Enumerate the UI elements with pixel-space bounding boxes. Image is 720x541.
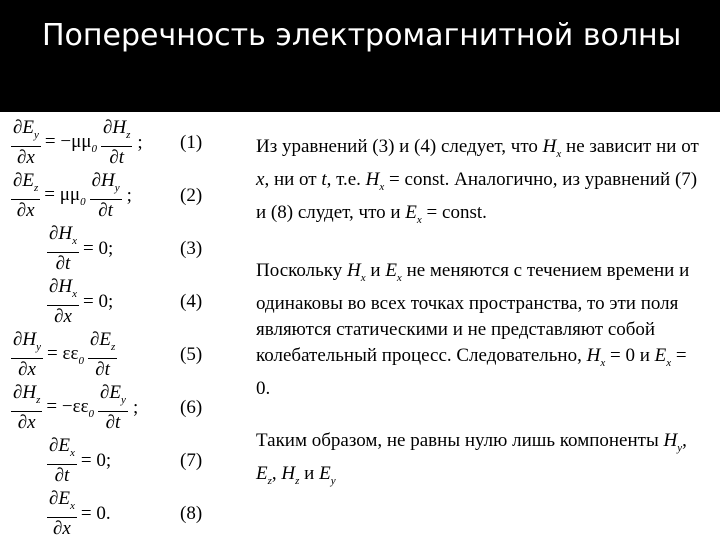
numerator: ∂H [102,117,127,139]
denominator: ∂x [18,358,36,380]
denominator: ∂t [109,146,124,168]
paragraph-1: Из уравнений (3) и (4) следует, что $H_x$ не зависит ни от x, ни от t, т.е. $H_x$ = const. Аналогично, из уравнений (7) и (8) слудет, что и $E_x$ = const. [256,136,699,226]
numerator: ∂E [49,435,70,457]
denominator: ∂t [105,411,121,433]
subscript: y [114,181,120,194]
equation-1 [0,116,235,170]
suffix: ; [132,397,139,418]
equation-4 [0,275,235,329]
explanation-text [256,134,702,520]
denominator: ∂x [53,517,71,539]
suffix: ; [137,132,143,153]
denominator: ∂x [16,199,35,221]
denominator: ∂t [54,464,70,486]
equation-number: (4) [180,291,203,312]
numerator: ∂E [49,488,70,510]
fraction [11,117,41,169]
equation-number: (5) [180,344,203,365]
subscript: x [70,446,75,459]
fraction [88,329,117,381]
equation-8 [0,487,235,541]
fraction [47,276,79,328]
equation-2 [0,169,235,223]
denominator: ∂x [17,411,36,433]
denominator: ∂t [55,252,71,274]
paragraph-3: Таким образом, не равны нулю лишь компоненты $H_y$, $E_z$, $H_z$ и $E_y$ [256,429,687,487]
subscript: z [126,128,131,141]
equation-number: (6) [180,397,203,418]
numerator: ∂E [100,382,122,404]
subscript: y [121,393,126,406]
equations-column [0,114,235,540]
equation-6 [0,381,235,435]
fraction [47,488,77,540]
equation-7 [0,434,235,488]
coefficient: = 0; [83,238,114,259]
equation-number: (1) [180,132,203,153]
equation-number: (7) [180,450,203,471]
subscript: y [36,340,42,353]
coefficient: = $-\varepsilon\varepsilon_0$ [46,396,95,420]
fraction [11,382,42,434]
denominator: ∂t [98,199,113,221]
fraction [11,329,43,381]
fraction [47,223,79,275]
subscript: x [72,234,78,247]
denominator: ∂t [95,358,110,380]
equation-number: (3) [180,238,203,259]
numerator: ∂H [49,223,73,245]
equation-3 [0,222,235,276]
subscript: z [36,393,41,406]
numerator: ∂E [89,329,111,351]
fraction [98,382,128,434]
subscript: x [70,499,75,512]
numerator: ∂H [13,329,37,351]
coefficient: = 0. [80,503,111,524]
subscript: z [110,340,116,353]
fraction [11,170,40,222]
denominator: ∂x [17,146,35,168]
equation-number: (2) [180,185,203,206]
numerator: ∂E [13,170,34,192]
subscript: z [34,181,39,194]
fraction [47,435,77,487]
suffix: ; [126,185,132,206]
coefficient: = $\varepsilon\varepsilon_0$ [47,343,84,367]
paragraph-2: Поскольку $H_x$ и $E_x$ не меняются с течением времени и одинаковы во всех точках пространства, то эти поля являются статическими и не представляют собой колебательный процесс. Следовательно, $H_x = 0$ и $E_x = 0$. [256,260,690,399]
numerator: ∂H [91,170,115,192]
subscript: y [34,128,39,141]
title-bar [0,0,720,112]
coefficient: = 0; [80,450,112,471]
coefficient: = 0; [83,291,114,312]
fraction [90,170,122,222]
coefficient: = $\mu\mu_0$ [44,184,86,208]
numerator: ∂E [13,117,34,139]
numerator: ∂H [49,276,73,298]
equation-5 [0,328,235,382]
slide-title: Поперечность электромагнитной волны [42,18,682,53]
fraction [101,117,132,169]
coefficient: = $-\mu\mu_0$ [44,131,97,155]
denominator: ∂x [54,305,72,327]
numerator: ∂H [13,382,37,404]
equation-number: (8) [180,503,203,524]
subscript: x [72,287,78,300]
